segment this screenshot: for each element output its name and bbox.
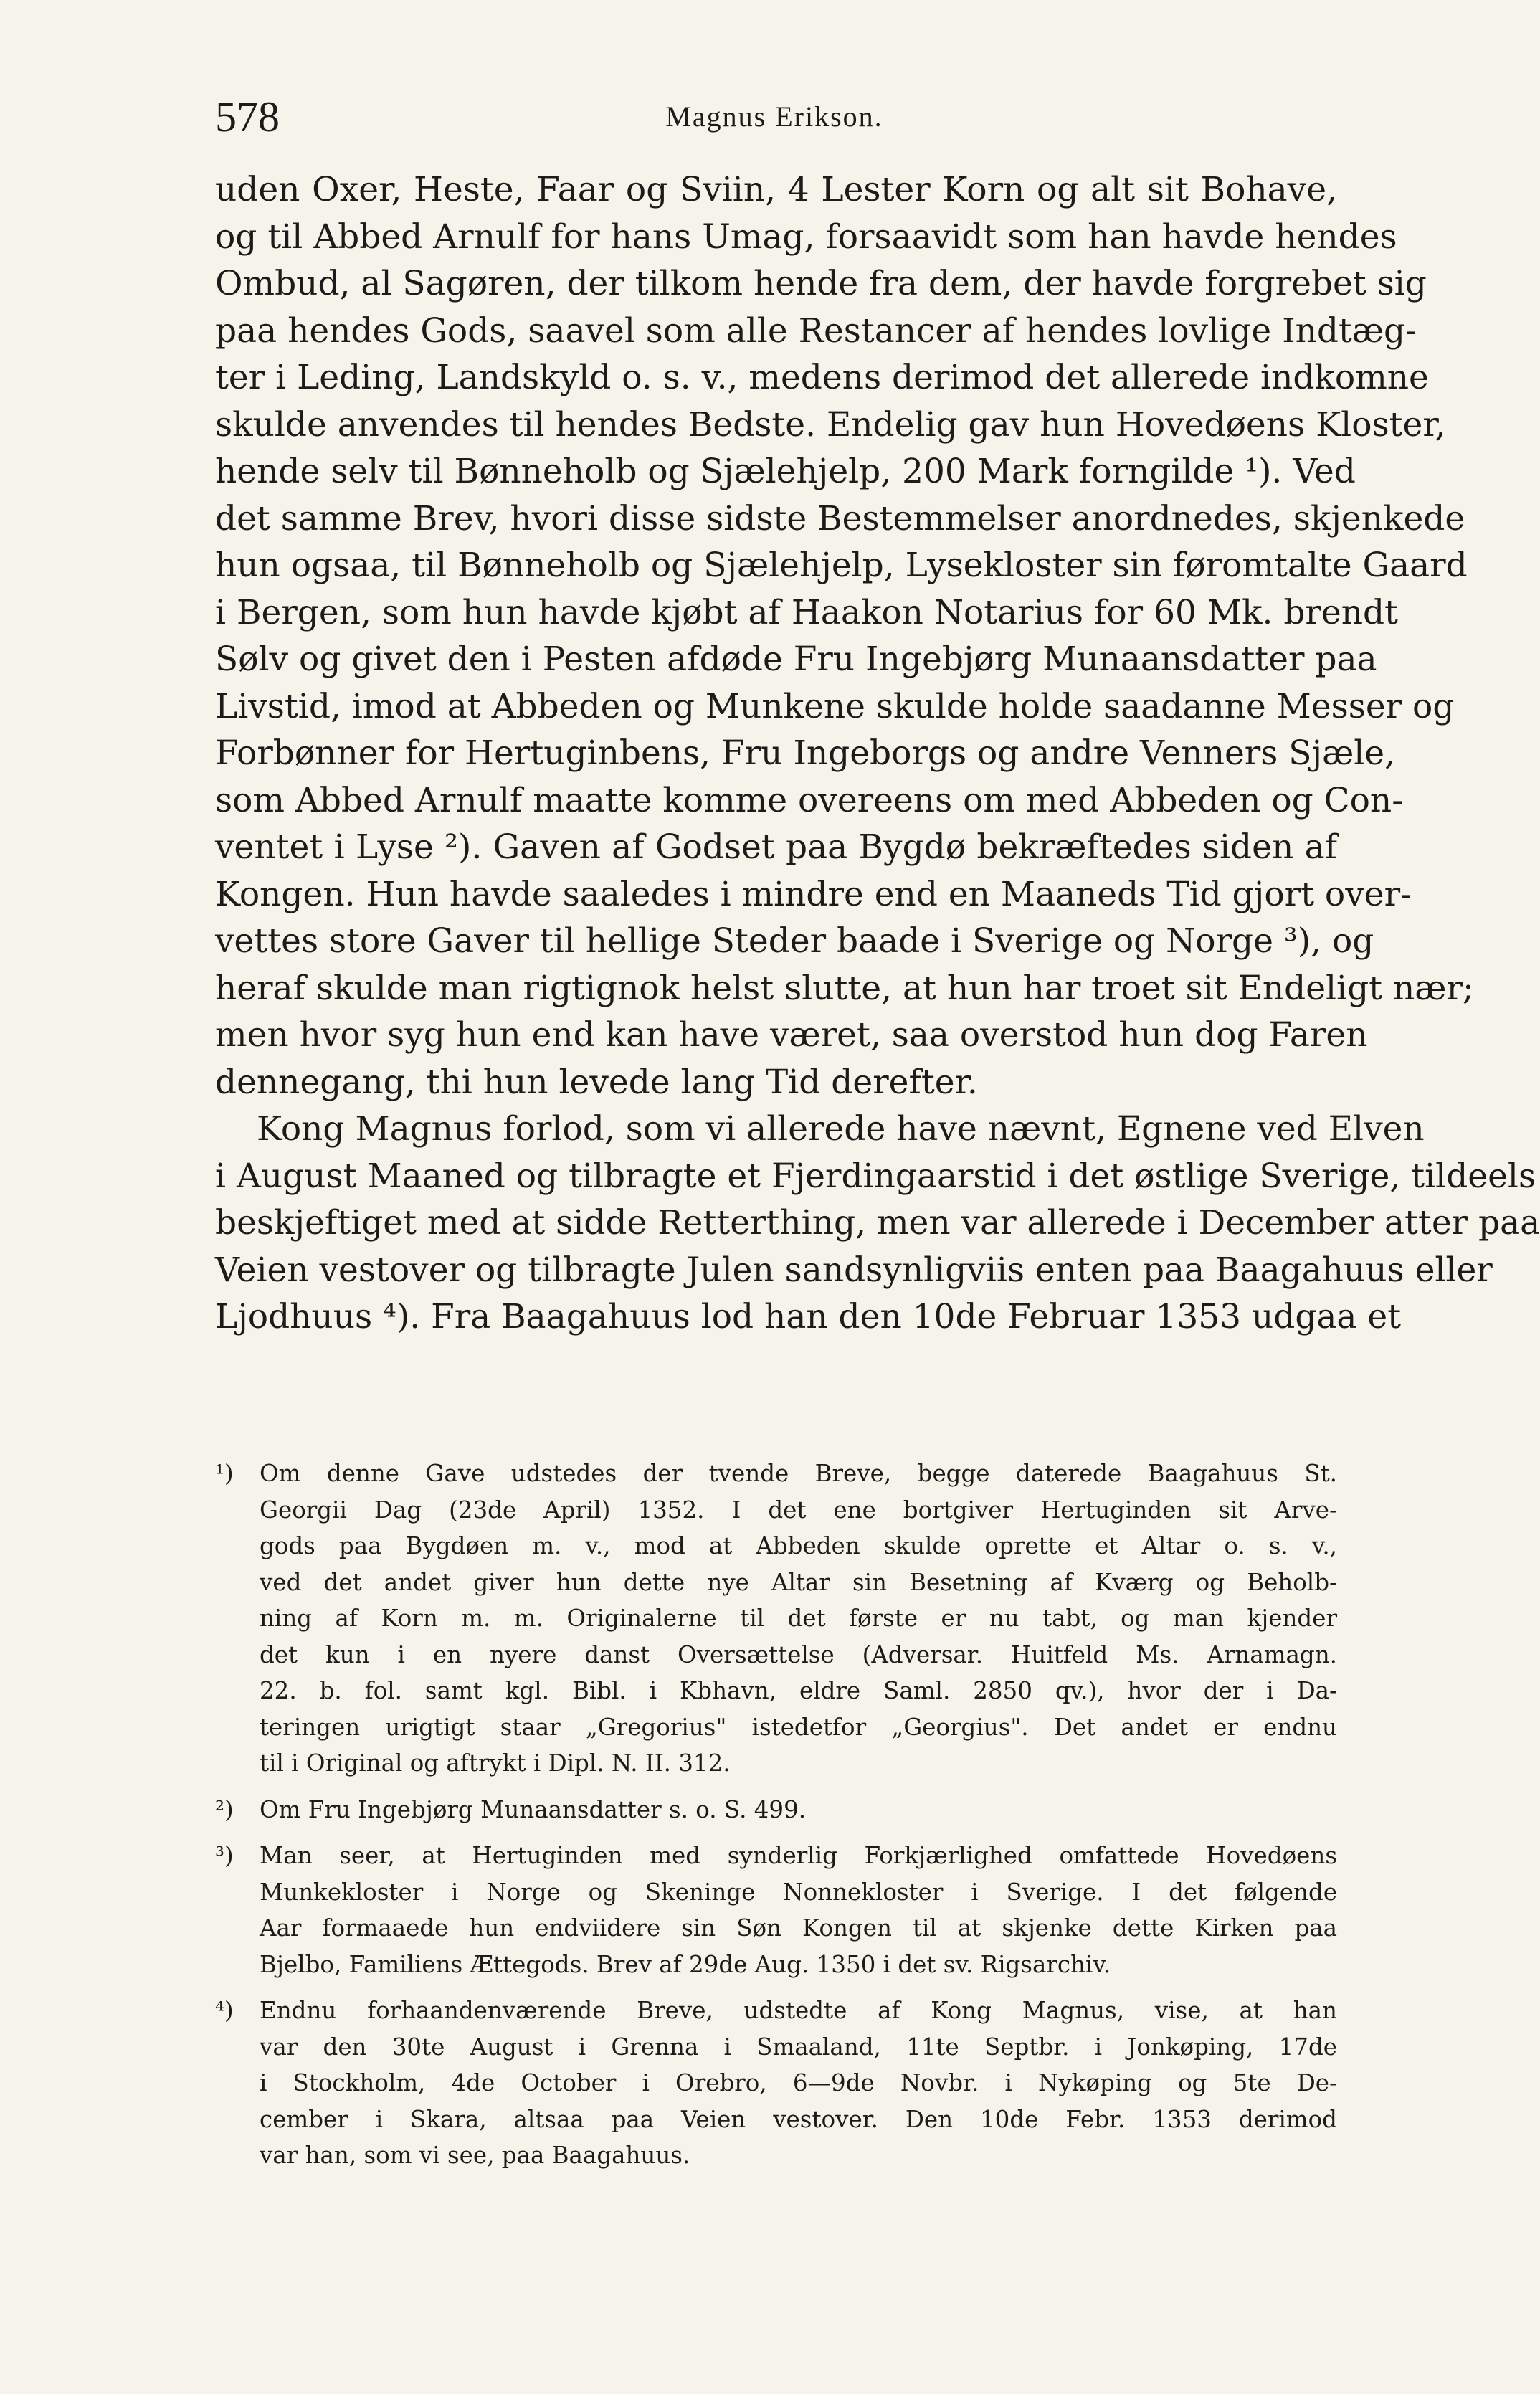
footnote-mark: ¹) — [215, 1460, 234, 1487]
footnote-line: Bjelbo, Familiens Ættegods. Brev af 29de Aug. 1350 i det sv. Rigsarchiv. — [260, 1950, 1111, 1978]
footnote-line: var han, som vi see, paa Baagahuus. — [260, 2142, 690, 2169]
text-line: hende selv til Bønneholb og Sjælehjelp, 200 Mark forngilde ¹). Ved — [215, 452, 1356, 491]
text-line: ventet i Lyse ²). Gaven af Godset paa Bygdø bekræftedes siden af — [215, 827, 1337, 867]
text-line: Ombud, al Sagøren, der tilkom hende fra dem, der havde forgrebet sig — [215, 264, 1427, 303]
footnote-line: det kun i en nyere danst Oversættelse (Adversar. Huitfeld Ms. Arnamagn. — [260, 1640, 1337, 1668]
paragraph-1 — [215, 166, 1474, 1106]
footnote — [215, 1838, 1337, 1982]
footnote-line: ved det andet giver hun dette nye Altar sin Besetning af Kværg og Beholb- — [260, 1568, 1337, 1596]
footnote-line: Aar formaaede hun endviidere sin Søn Kongen til at skjenke dette Kirken paa — [260, 1914, 1337, 1942]
footnote-line: til i Original og aftrykt i Dipl. N. II. 312. — [260, 1749, 731, 1777]
footnote — [215, 1455, 1337, 1782]
footnote-line: Munkekloster i Norge og Skeninge Nonnekloster i Sverige. I det følgende — [260, 1878, 1337, 1906]
text-line: vettes store Gaver til hellige Steder baade i Sverige og Norge ³), og — [215, 921, 1374, 961]
text-line: i August Maaned og tilbragte et Fjerdingaarstid i det østlige Sverige, tildeels — [215, 1156, 1536, 1196]
text-line: det samme Brev, hvori disse sidste Bestemmelser anordnedes, skjenkede — [215, 498, 1465, 538]
text-line: beskjeftiget med at sidde Retterthing, men var allerede i December atter paa — [215, 1203, 1540, 1243]
text-line: Sølv og givet den i Pesten afdøde Fru Ingebjørg Munaansdatter paa — [215, 640, 1377, 679]
footnote — [215, 1792, 1337, 1828]
footnote-line: Om Fru Ingebjørg Munaansdatter s. o. S. 499. — [260, 1795, 807, 1823]
text-line: uden Oxer, Heste, Faar og Sviin, 4 Lester Korn og alt sit Bohave, — [215, 170, 1337, 209]
footnotes — [215, 1455, 1337, 2184]
text-line: dennegang, thi hun levede lang Tid derefter. — [215, 1062, 978, 1102]
footnote-line: var den 30te August i Grenna i Smaaland, 11te Septbr. i Jonkøping, 17de — [260, 2033, 1337, 2061]
footnote-line: 22. b. fol. samt kgl. Bibl. i Kbhavn, eldre Saml. 2850 qv.), hvor der i Da- — [260, 1677, 1337, 1704]
running-head: Magnus Erikson. — [665, 100, 883, 133]
text-line: og til Abbed Arnulf for hans Umag, forsaavidt som han havde hendes — [215, 217, 1397, 257]
footnote-mark: ²) — [215, 1795, 234, 1823]
footnote-line: gods paa Bygdøen m. v., mod at Abbeden skulde oprette et Altar o. s. v., — [260, 1532, 1337, 1559]
text-line: Kongen. Hun havde saaledes i mindre end en Maaneds Tid gjort over- — [215, 874, 1412, 914]
footnote-mark: ³) — [215, 1842, 234, 1869]
footnote — [215, 1992, 1337, 2174]
footnote-line: teringen urigtigt staar „Gregorius" istedetfor „Georgius". Det andet er endnu — [260, 1713, 1337, 1741]
text-line: Veien vestover og tilbragte Julen sandsynligviis enten paa Baagahuus eller — [215, 1250, 1493, 1290]
footnote-line: Endnu forhaandenværende Breve, udstedte af Kong Magnus, vise, at han — [260, 1997, 1337, 2024]
text-line: hun ogsaa, til Bønneholb og Sjælehjelp, Lysekloster sin føromtalte Gaard — [215, 546, 1468, 585]
text-line: Kong Magnus forlod, som vi allerede have nævnt, Egnene ved Elven — [257, 1109, 1425, 1149]
text-line: paa hendes Gods, saavel som alle Restancer af hendes lovlige Indtæg- — [215, 310, 1417, 351]
page-header — [215, 85, 1334, 149]
text-line: Forbønner for Hertuginbens, Fru Ingeborgs og andre Venners Sjæle, — [215, 733, 1396, 773]
text-line: som Abbed Arnulf maatte komme overeens om med Abbeden og Con- — [215, 780, 1404, 820]
text-line: i Bergen, som hun havde kjøbt af Haakon Notarius for 60 Mk. brendt — [215, 592, 1398, 632]
footnote-line: Om denne Gave udstedes der tvende Breve, begge daterede Baagahuus St. — [260, 1460, 1337, 1487]
text-line: Ljodhuus ⁴). Fra Baagahuus lod han den 10de Februar 1353 udgaa et — [215, 1297, 1402, 1336]
footnote-line: i Stockholm, 4de October i Orebro, 6—9de Novbr. i Nykøping og 5te De- — [260, 2069, 1337, 2096]
footnote-mark: ⁴) — [215, 1997, 234, 2024]
footnote-line: Man seer, at Hertuginden med synderlig Forkjærlighed omfattede Hovedøens — [260, 1842, 1337, 1869]
text-line: skulde anvendes til hendes Bedste. Endelig gav hun Hovedøens Kloster, — [215, 404, 1446, 445]
paragraph-2 — [215, 1106, 1540, 1341]
footnote-line: cember i Skara, altsaa paa Veien vestover. Den 10de Febr. 1353 derimod — [260, 2105, 1337, 2133]
footnote-line: Georgii Dag (23de April) 1352. I det ene bortgiver Hertuginden sit Arve- — [260, 1496, 1337, 1524]
main-text — [215, 166, 1540, 1341]
text-line: heraf skulde man rigtignok helst slutte, at hun har troet sit Endeligt nær; — [215, 968, 1474, 1008]
page-number: 578 — [215, 93, 280, 141]
text-line: Livstid, imod at Abbeden og Munkene skulde holde saadanne Messer og — [215, 686, 1455, 726]
footnote-line: ning af Korn m. m. Originalerne til det første er nu tabt, og man kjender — [260, 1605, 1337, 1632]
text-line: men hvor syg hun end kan have været, saa overstod hun dog Faren — [215, 1015, 1368, 1055]
text-line: ter i Leding, Landskyld o. s. v., medens derimod det allerede indkomne — [215, 358, 1429, 397]
